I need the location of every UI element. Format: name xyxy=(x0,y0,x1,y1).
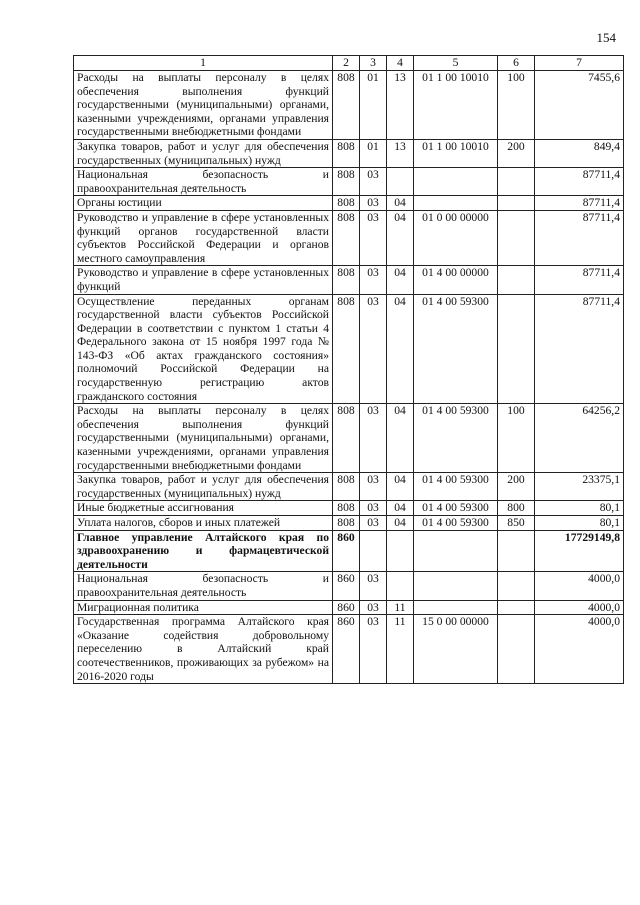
row-amount-cell: 4000,0 xyxy=(535,600,624,615)
row-code-cell: 808 xyxy=(333,196,360,211)
row-expense-type-cell: 200 xyxy=(498,139,535,167)
row-subsection-cell xyxy=(387,530,414,572)
row-code-cell: 808 xyxy=(333,266,360,294)
row-amount-cell: 87711,4 xyxy=(535,168,624,196)
row-expense-type-cell xyxy=(498,266,535,294)
row-code-cell: 808 xyxy=(333,516,360,531)
row-target-article-cell xyxy=(414,168,498,196)
row-subsection-cell: 04 xyxy=(387,266,414,294)
row-section-cell: 03 xyxy=(360,210,387,265)
row-section-cell: 03 xyxy=(360,168,387,196)
row-target-article-cell: 01 4 00 59300 xyxy=(414,294,498,404)
row-section-cell: 03 xyxy=(360,404,387,473)
table-row xyxy=(74,600,624,615)
row-expense-type-cell: 100 xyxy=(498,71,535,140)
row-code-cell: 860 xyxy=(333,600,360,615)
column-header: 4 xyxy=(387,56,414,71)
column-header: 3 xyxy=(360,56,387,71)
row-subsection-cell: 04 xyxy=(387,501,414,516)
row-section-cell: 03 xyxy=(360,615,387,684)
table-row xyxy=(74,501,624,516)
table-row xyxy=(74,168,624,196)
table-header-row xyxy=(74,56,624,71)
row-subsection-cell: 04 xyxy=(387,196,414,211)
table-row xyxy=(74,139,624,167)
row-subsection-cell: 04 xyxy=(387,473,414,501)
row-section-cell: 01 xyxy=(360,71,387,140)
row-subsection-cell: 04 xyxy=(387,404,414,473)
row-name-cell: Уплата налогов, сборов и иных платежей xyxy=(74,516,333,531)
row-code-cell: 808 xyxy=(333,294,360,404)
row-amount-cell: 23375,1 xyxy=(535,473,624,501)
row-expense-type-cell xyxy=(498,210,535,265)
row-section-cell: 03 xyxy=(360,501,387,516)
column-header: 7 xyxy=(535,56,624,71)
row-code-cell: 808 xyxy=(333,71,360,140)
row-expense-type-cell xyxy=(498,615,535,684)
row-name-cell: Осуществление переданных органам государственной власти субъектов Российской Федерации в соответствии с пунктом 1 статьи 4 Федерального закона от 15 ноября 1997 года № 143-ФЗ «Об актах гражданского состояния» полномочий Российской Федерации на государственную регистрацию актов гражданского состояния xyxy=(74,294,333,404)
row-section-cell: 03 xyxy=(360,516,387,531)
row-target-article-cell xyxy=(414,530,498,572)
row-code-cell: 860 xyxy=(333,615,360,684)
row-target-article-cell: 01 4 00 59300 xyxy=(414,473,498,501)
row-amount-cell: 7455,6 xyxy=(535,71,624,140)
row-name-cell: Руководство и управление в сфере установленных функций органов государственной власти субъектов Российской Федерации и органов местного самоуправления xyxy=(74,210,333,265)
row-name-cell: Расходы на выплаты персоналу в целях обеспечения выполнения функций государственными (муниципальными) органами, казенными учреждениями, органами управления государственными внебюджетными фондами xyxy=(74,404,333,473)
row-amount-cell: 87711,4 xyxy=(535,210,624,265)
row-code-cell: 860 xyxy=(333,530,360,572)
row-name-cell: Закупка товаров, работ и услуг для обеспечения государственных (муниципальных) нужд xyxy=(74,139,333,167)
row-expense-type-cell: 850 xyxy=(498,516,535,531)
table-row xyxy=(74,572,624,600)
row-subsection-cell xyxy=(387,168,414,196)
row-name-cell: Главное управление Алтайского края по здравоохранению и фармацевтической деятельности xyxy=(74,530,333,572)
row-expense-type-cell xyxy=(498,530,535,572)
row-amount-cell: 64256,2 xyxy=(535,404,624,473)
row-expense-type-cell xyxy=(498,572,535,600)
table-row xyxy=(74,266,624,294)
row-amount-cell: 849,4 xyxy=(535,139,624,167)
row-expense-type-cell xyxy=(498,600,535,615)
row-amount-cell: 4000,0 xyxy=(535,615,624,684)
row-code-cell: 808 xyxy=(333,168,360,196)
row-target-article-cell: 01 4 00 59300 xyxy=(414,501,498,516)
row-amount-cell: 80,1 xyxy=(535,501,624,516)
table-row xyxy=(74,71,624,140)
row-code-cell: 808 xyxy=(333,473,360,501)
table-row xyxy=(74,473,624,501)
row-target-article-cell: 01 4 00 59300 xyxy=(414,516,498,531)
row-expense-type-cell xyxy=(498,294,535,404)
budget-table xyxy=(73,55,624,684)
table-row xyxy=(74,516,624,531)
row-name-cell: Иные бюджетные ассигнования xyxy=(74,501,333,516)
row-target-article-cell: 01 4 00 59300 xyxy=(414,404,498,473)
row-target-article-cell: 01 0 00 00000 xyxy=(414,210,498,265)
table-row xyxy=(74,530,624,572)
row-subsection-cell: 13 xyxy=(387,71,414,140)
row-amount-cell: 17729149,8 xyxy=(535,530,624,572)
row-section-cell: 03 xyxy=(360,196,387,211)
row-name-cell: Миграционная политика xyxy=(74,600,333,615)
row-subsection-cell: 11 xyxy=(387,600,414,615)
row-amount-cell: 87711,4 xyxy=(535,266,624,294)
row-section-cell: 03 xyxy=(360,600,387,615)
row-name-cell: Руководство и управление в сфере установленных функций xyxy=(74,266,333,294)
row-code-cell: 860 xyxy=(333,572,360,600)
column-header: 2 xyxy=(333,56,360,71)
row-subsection-cell: 04 xyxy=(387,516,414,531)
row-section-cell: 03 xyxy=(360,294,387,404)
row-name-cell: Государственная программа Алтайского края «Оказание содействия добровольному переселению в Алтайский край соотечественников, проживающих за рубежом» на 2016-2020 годы xyxy=(74,615,333,684)
column-header: 5 xyxy=(414,56,498,71)
row-amount-cell: 87711,4 xyxy=(535,196,624,211)
row-amount-cell: 80,1 xyxy=(535,516,624,531)
row-amount-cell: 4000,0 xyxy=(535,572,624,600)
table-row xyxy=(74,294,624,404)
row-section-cell xyxy=(360,530,387,572)
table-row xyxy=(74,196,624,211)
row-section-cell: 03 xyxy=(360,572,387,600)
row-section-cell: 03 xyxy=(360,473,387,501)
column-header: 1 xyxy=(74,56,333,71)
row-target-article-cell: 01 4 00 00000 xyxy=(414,266,498,294)
row-amount-cell: 87711,4 xyxy=(535,294,624,404)
row-subsection-cell: 04 xyxy=(387,294,414,404)
row-expense-type-cell: 100 xyxy=(498,404,535,473)
page-number: 154 xyxy=(596,30,616,45)
column-header: 6 xyxy=(498,56,535,71)
row-name-cell: Расходы на выплаты персоналу в целях обеспечения выполнения функций государственными (муниципальными) органами, казенными учреждениями, органами управления государственными внебюджетными фондами xyxy=(74,71,333,140)
row-subsection-cell: 11 xyxy=(387,615,414,684)
row-name-cell: Национальная безопасность и правоохранительная деятельность xyxy=(74,168,333,196)
row-code-cell: 808 xyxy=(333,501,360,516)
row-target-article-cell: 15 0 00 00000 xyxy=(414,615,498,684)
row-subsection-cell xyxy=(387,572,414,600)
row-target-article-cell xyxy=(414,572,498,600)
row-name-cell: Закупка товаров, работ и услуг для обеспечения государственных (муниципальных) нужд xyxy=(74,473,333,501)
row-section-cell: 03 xyxy=(360,266,387,294)
row-target-article-cell: 01 1 00 10010 xyxy=(414,71,498,140)
row-expense-type-cell: 200 xyxy=(498,473,535,501)
row-target-article-cell: 01 1 00 10010 xyxy=(414,139,498,167)
row-target-article-cell xyxy=(414,600,498,615)
row-target-article-cell xyxy=(414,196,498,211)
row-section-cell: 01 xyxy=(360,139,387,167)
row-subsection-cell: 13 xyxy=(387,139,414,167)
row-name-cell: Органы юстиции xyxy=(74,196,333,211)
row-expense-type-cell: 800 xyxy=(498,501,535,516)
row-code-cell: 808 xyxy=(333,139,360,167)
table-row xyxy=(74,210,624,265)
row-name-cell: Национальная безопасность и правоохранительная деятельность xyxy=(74,572,333,600)
row-code-cell: 808 xyxy=(333,404,360,473)
table-row xyxy=(74,404,624,473)
row-expense-type-cell xyxy=(498,168,535,196)
row-subsection-cell: 04 xyxy=(387,210,414,265)
table-row xyxy=(74,615,624,684)
row-expense-type-cell xyxy=(498,196,535,211)
row-code-cell: 808 xyxy=(333,210,360,265)
